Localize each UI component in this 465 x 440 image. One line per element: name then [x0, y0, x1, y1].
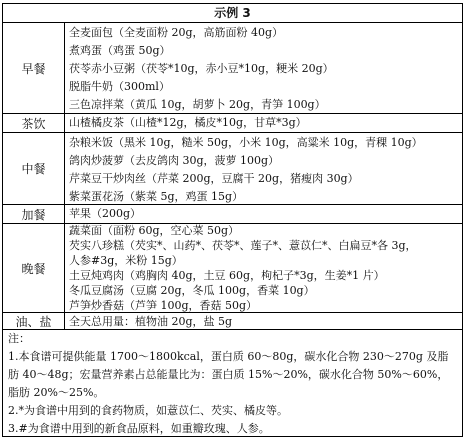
- meal-item: 煮鸡蛋（鸡蛋 50g）: [69, 44, 171, 57]
- meal-items: [69, 24, 460, 114]
- table-title: 示例 3: [3, 4, 462, 23]
- meal-item: 土豆炖鸡肉（鸡胸肉 40g，土豆 60g，枸杞子*3g，生姜*1 片）: [69, 269, 385, 282]
- meal-items: [69, 313, 460, 330]
- meal-items: [69, 134, 460, 206]
- meal-row-snack: [3, 205, 462, 224]
- meal-item: 人参#3g，米粉 15g）: [69, 254, 183, 267]
- meal-row-dinner: [3, 224, 462, 313]
- note-line: 1.本食谱可提供能量 1700～1800kcal，蛋白质 60～80g，碳水化合物 230～270g 及脂肪 40～48g；宏量营养素占总能量比为：蛋白质 15%～20%，碳水化合物 50%～60%，脂肪 20%～25%。: [8, 350, 449, 399]
- meal-item: 紫菜蛋花汤（紫菜 5g，鸡蛋 15g）: [69, 190, 244, 203]
- meal-item: 芡实八珍糕（芡实*、山药*、茯苓*、莲子*、薏苡仁*、白扁豆*各 3g，: [69, 239, 417, 252]
- recipe-table: [2, 3, 463, 437]
- meal-item: 苹果（200g）: [69, 207, 142, 220]
- meal-label: 加餐: [3, 205, 65, 223]
- meal-items: [69, 205, 460, 223]
- meal-item: 芹菜豆干炒肉丝（芹菜 200g，豆腐干 20g，猪瘦肉 30g）: [69, 172, 359, 185]
- meal-items: [69, 114, 460, 132]
- meal-item: 山楂橘皮茶（山楂*12g，橘皮*10g，甘草*3g）: [69, 116, 307, 129]
- meal-row-lunch: [3, 133, 462, 205]
- meal-row-tea: [3, 114, 462, 133]
- meal-label: 晚餐: [3, 224, 65, 312]
- meal-item: 杂粮米饭（黑米 10g，糙米 50g，小米 10g，高粱米 10g，青稞 10g）: [69, 136, 423, 149]
- note-line: 2.*为食谱中用到的食药物质，如薏苡仁、芡实、橘皮等。: [8, 404, 288, 417]
- meal-label: 中餐: [3, 133, 65, 204]
- meal-item: 脱脂牛奶（300ml）: [69, 80, 170, 93]
- meal-row-breakfast: [3, 23, 462, 114]
- meal-label: 油、盐: [3, 313, 65, 329]
- meal-item: 鸽肉炒菠萝（去皮鸽肉 30g，菠萝 100g）: [69, 154, 280, 167]
- meal-item: 全麦面包（全麦面粉 20g，高筋面粉 40g）: [69, 26, 284, 39]
- meal-label: 茶饮: [3, 114, 65, 132]
- meal-item: 三色凉拌菜（黄瓜 10g，胡萝卜 20g，青笋 100g）: [69, 98, 326, 111]
- meal-item: 全天总用量：植物油 20g，盐 5g: [69, 315, 233, 328]
- meal-item: 蔬菜面（面粉 60g，空心菜 50g）: [69, 224, 240, 237]
- meal-label: 早餐: [3, 23, 65, 113]
- meal-item: 芦笋炒香菇（芦笋 100g，香菇 50g）: [69, 299, 258, 312]
- notes: [8, 330, 459, 438]
- note-line: 3.#为食谱中用到的新食品原料，如重瓣玫瑰、人参。: [8, 422, 270, 435]
- meal-item: 冬瓜豆腐汤（豆腐 20g，冬瓜 100g，香菜 10g）: [69, 284, 315, 297]
- meal-items: [69, 223, 460, 313]
- meal-row-oil-salt: [3, 313, 462, 330]
- notes-heading: 注：: [8, 332, 30, 345]
- meal-item: 茯苓赤小豆粥（茯苓*10g，赤小豆*10g，粳米 20g）: [69, 62, 334, 75]
